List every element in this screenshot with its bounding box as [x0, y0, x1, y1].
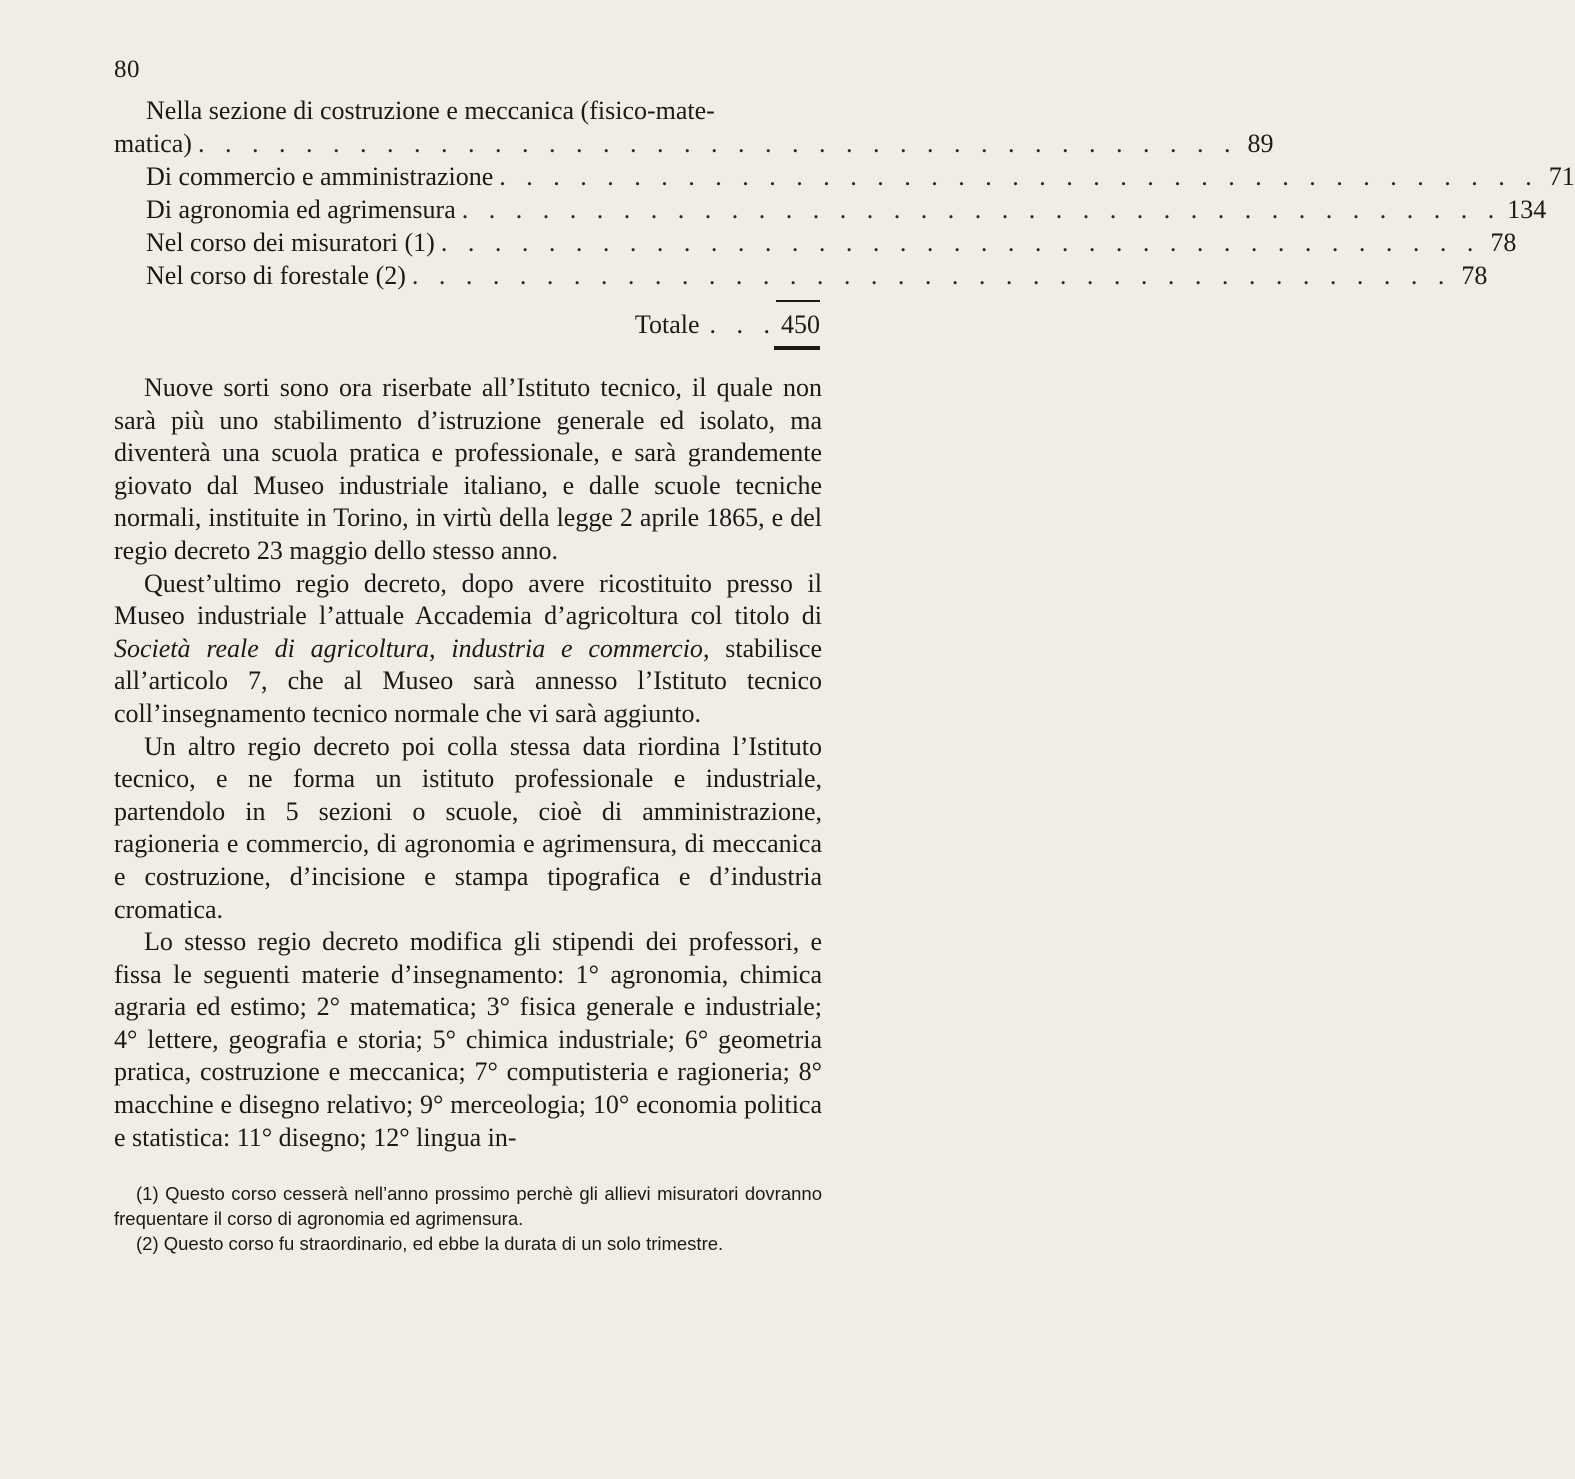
dot-leader: . . . — [709, 310, 777, 339]
total-label: Totale — [634, 310, 700, 339]
tally-row — [114, 259, 1488, 292]
dot-leader: . . . . . . . . . . . . . . . . . . . . . . . . . . . . . . . . . . . . . . . — [411, 261, 1452, 290]
italic-society-name: Società reale di agricoltura, industria e commercio — [114, 633, 703, 663]
tally-row-value: 78 — [1490, 228, 1517, 257]
tally-row-value: 134 — [1507, 195, 1547, 224]
tally-row-value: 78 — [1461, 261, 1488, 290]
tally-row — [114, 226, 1517, 259]
paragraph — [114, 568, 822, 731]
paragraph: Un altro regio decreto poi colla stessa data riordina l’Istituto tecnico, e ne forma un istituto professionale e industriale, partendolo in 5 sezioni o scuole, cioè di amministrazione, ragioneria e commercio, di agronomia e agrimensura, di meccanica e costruzione, d’incisione e stampa tipografica e d’industria cromatica. — [114, 731, 822, 924]
footnote-2: (2) Questo corso fu straordinario, ed ebbe la durata di un solo trimestre. — [136, 1233, 724, 1254]
tally-row-label: Di commercio e amministrazione — [146, 162, 494, 191]
paragraph-text: Quest’ultimo regio decreto, dopo avere ricostituito presso il Museo industriale l’attuale Accademia d’agricoltura col titolo di — [114, 568, 822, 631]
page-number: 80 — [114, 56, 140, 83]
main-text — [114, 372, 822, 1154]
footnote-1: (1) Questo corso cesserà nell’anno prossimo perchè gli allievi misuratori dovranno frequentare il corso di agronomia ed agrimensura. — [114, 1183, 822, 1229]
paragraph-text: , stabilisce all’articolo 7, che al Museo sarà annesso l’Istituto tecnico coll’insegnamento tecnico normale che vi sarà aggiunto. — [114, 633, 822, 728]
total-row — [114, 308, 820, 342]
footnotes — [114, 1181, 822, 1256]
total-value: 450 — [781, 310, 820, 339]
tally-row — [114, 193, 1547, 226]
tally-row-label: Di agronomia ed agrimensura — [146, 195, 456, 224]
tally-row-value: 89 — [1247, 129, 1274, 158]
dot-leader: . . . . . . . . . . . . . . . . . . . . . . . . . . . . . . . . . . . . . . . — [197, 129, 1238, 158]
tally-row — [114, 160, 1575, 193]
sum-rule — [776, 300, 820, 302]
paragraph: Lo stesso regio decreto modifica gli stipendi dei professori, e fissa le seguenti materie d’insegnamento: 1° agronomia, chimica agraria ed estimo; 2° matematica; 3° fisica generale e industriale; 4° lettere, geografia e storia; 5° chimica industriale; 6° geometria pratica, costruzione e meccanica; 7° computisteria e ragioneria; 8° macchine e disegno relativo; 9° merceologia; 10° economia politica e statistica: 11° disegno; 12° lingua in- — [114, 927, 822, 1152]
enrollment-tally — [114, 94, 1575, 350]
dot-leader: . . . . . . . . . . . . . . . . . . . . . . . . . . . . . . . . . . . . . . . — [461, 195, 1502, 224]
dot-leader: . . . . . . . . . . . . . . . . . . . . . . . . . . . . . . . . . . . . . . . — [440, 228, 1481, 257]
tally-row-label: Nel corso di forestale (2) — [146, 261, 406, 290]
tally-row-label: matica) — [114, 129, 192, 158]
tally-row-value: 71 — [1548, 162, 1575, 191]
tally-row-label: Nel corso dei misuratori (1) — [146, 228, 435, 257]
paragraph: Nuove sorti sono ora riserbate all’Istituto tecnico, il quale non sarà più uno stabilimento d’istruzione generale ed isolato, ma diventerà una scuola pratica e professionale, e sarà grandemente giovato dal Museo industriale italiano, e dalle scuole tecniche normali, instituite in Torino, in virtù della legge 2 aprile 1865, e del regio decreto 23 maggio dello stesso anno. — [114, 373, 822, 565]
dot-leader: . . . . . . . . . . . . . . . . . . . . . . . . . . . . . . . . . . . . . . . — [499, 162, 1539, 191]
tally-heading: Nella sezione di costruzione e meccanica (fisico-mate- — [146, 96, 715, 125]
total-underline — [774, 346, 820, 350]
tally-row — [114, 127, 1274, 160]
